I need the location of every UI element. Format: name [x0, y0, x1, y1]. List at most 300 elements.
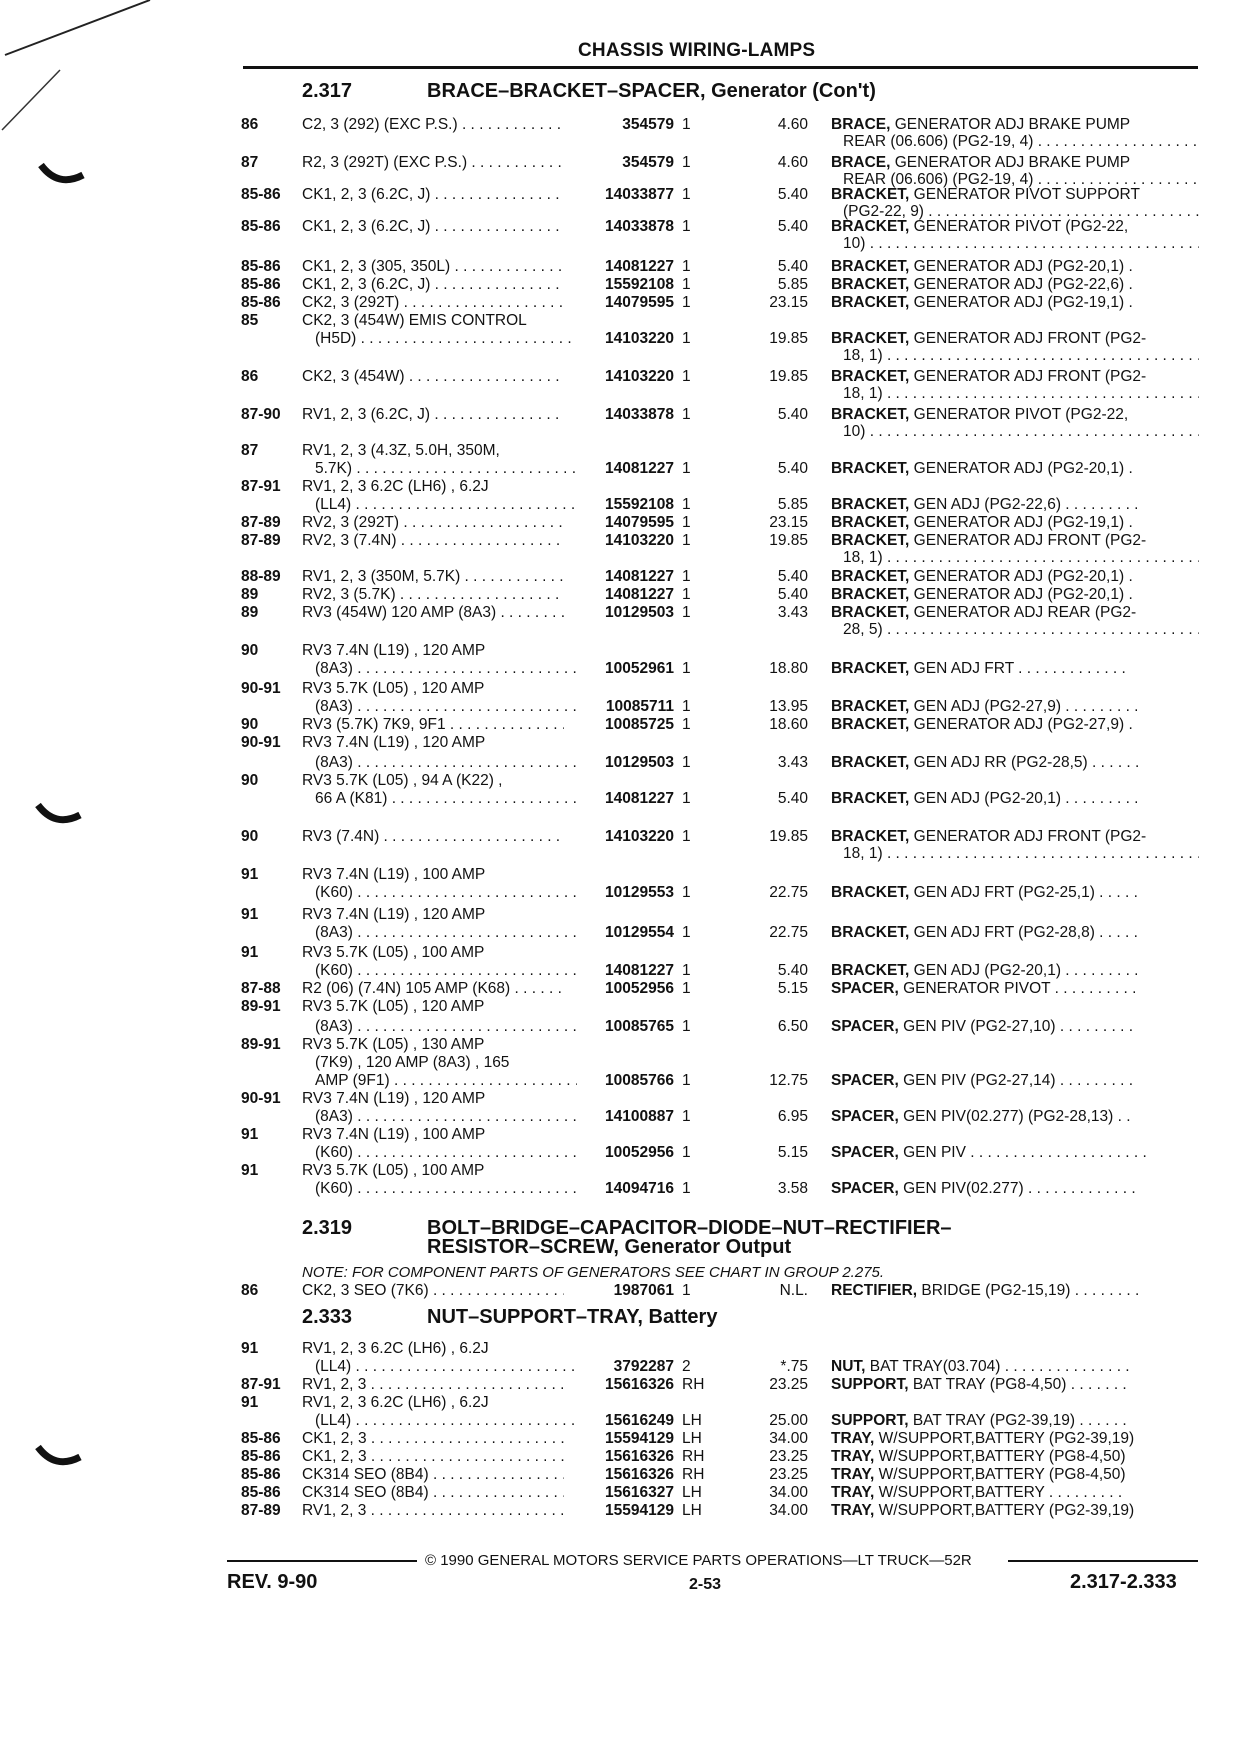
item-name: BRACKET,	[831, 258, 910, 275]
model-year: 91	[241, 866, 259, 883]
part-number: 14033878	[605, 218, 674, 235]
item-name: TRAY,	[831, 1448, 875, 1465]
item-description	[831, 1072, 1199, 1089]
price: 19.85	[769, 330, 808, 347]
quantity: 2	[682, 1358, 691, 1375]
item-name: BRACKET,	[831, 828, 910, 845]
price: 19.85	[769, 368, 808, 385]
item-name: BRACKET,	[831, 460, 910, 477]
model-year: 85-86	[241, 1466, 281, 1483]
application-description: CK2, 3 SEO (7K6) . . .	[302, 1282, 564, 1299]
quantity: 1	[682, 790, 691, 807]
application-description: RV3 7.4N (L19) , 120 AMP	[302, 642, 486, 659]
application-description: R2, 3 (292T) (EXC P.S.) . . .	[302, 154, 564, 171]
item-name: BRACKET,	[831, 276, 910, 293]
item-name: BRACKET,	[831, 568, 910, 585]
application-description: CK314 SEO (8B4) . . .	[302, 1466, 564, 1483]
price: 5.40	[777, 790, 808, 807]
model-year: 85-86	[241, 186, 281, 203]
model-year: 91	[241, 1126, 259, 1143]
item-description	[831, 532, 1199, 549]
part-number: 14033877	[605, 186, 674, 203]
item-name: BRACE,	[831, 116, 891, 133]
item-detail: GENERATOR ADJ (PG2-22,6) .	[909, 276, 1133, 293]
item-name: SPACER,	[831, 1018, 899, 1035]
model-year: 89-91	[241, 998, 281, 1015]
item-detail: GENERATOR ADJ (PG2-27,9) .	[909, 716, 1133, 733]
item-description	[831, 1358, 1199, 1375]
application-description: RV3 5.7K (L05) , 100 AMP	[302, 944, 485, 961]
section-number: 2.333	[302, 1306, 353, 1328]
item-description	[831, 1376, 1199, 1393]
part-number: 10052961	[605, 660, 674, 677]
price: 5.85	[777, 276, 808, 293]
model-year: 86	[241, 368, 259, 385]
application-description: CK314 SEO (8B4) . . .	[302, 1484, 564, 1501]
part-number: 10052956	[605, 980, 674, 997]
item-name: BRACKET,	[831, 496, 910, 513]
item-description	[831, 186, 1199, 203]
item-detail: GENERATOR PIVOT (PG2-22,	[909, 218, 1129, 235]
part-number: 14081227	[605, 790, 674, 807]
part-number: 15592108	[605, 276, 674, 293]
section-number: 2.317	[302, 80, 353, 102]
item-name: BRACKET,	[831, 186, 910, 203]
footer-rule-left	[227, 1560, 417, 1562]
part-number: 14103220	[605, 330, 674, 347]
model-year: 89	[241, 586, 259, 603]
application-description: RV1, 2, 3 (6.2C, J) . . .	[302, 406, 564, 423]
price: 18.60	[769, 716, 808, 733]
application-description-cont: (8A3) . . .	[315, 924, 577, 941]
quantity: 1	[682, 1108, 691, 1125]
price: 5.15	[777, 1144, 808, 1161]
item-description	[831, 754, 1199, 771]
model-year: 87-91	[241, 1376, 281, 1393]
model-year: 89-91	[241, 1036, 281, 1053]
quantity: 1	[682, 406, 691, 423]
item-name: BRACKET,	[831, 884, 910, 901]
model-year: 85-86	[241, 1448, 281, 1465]
application-description: RV3 7.4N (L19) , 100 AMP	[302, 1126, 486, 1143]
quantity: RH	[682, 1466, 705, 1483]
price: 23.25	[769, 1466, 808, 1483]
quantity: 1	[682, 1144, 691, 1161]
item-name: BRACKET,	[831, 294, 910, 311]
quantity: 1	[682, 698, 691, 715]
item-detail: GENERATOR ADJ (PG2-20,1) .	[909, 258, 1133, 275]
item-description	[831, 1180, 1199, 1197]
item-description	[831, 496, 1199, 513]
quantity: 1	[682, 532, 691, 549]
part-number: 14079595	[605, 514, 674, 531]
application-description-cont: (8A3) . . .	[315, 698, 577, 715]
model-year: 91	[241, 1162, 259, 1179]
application-description: RV3 7.4N (L19) , 120 AMP	[302, 906, 486, 923]
application-description: RV3 5.7K (L05) , 120 AMP	[302, 998, 485, 1015]
part-number: 14081227	[605, 460, 674, 477]
quantity: LH	[682, 1412, 702, 1429]
price: 5.40	[777, 218, 808, 235]
application-description: RV3 7.4N (L19) , 100 AMP	[302, 866, 486, 883]
item-description	[831, 460, 1199, 477]
application-description: RV1, 2, 3 6.2C (LH6) , 6.2J	[302, 478, 489, 495]
item-name: TRAY,	[831, 1484, 875, 1501]
item-description	[831, 586, 1199, 603]
price: 3.58	[777, 1180, 808, 1197]
item-detail: BRIDGE (PG2-15,19) . . . . . . . .	[917, 1282, 1140, 1299]
price: N.L.	[779, 1282, 808, 1299]
part-number: 354579	[622, 116, 674, 133]
part-number: 14081227	[605, 586, 674, 603]
quantity: 1	[682, 1072, 691, 1089]
price: 6.50	[777, 1018, 808, 1035]
item-detail: GEN ADJ FRT . . . . . . . . . . . . .	[909, 660, 1126, 677]
part-number: 10085711	[605, 698, 674, 715]
application-description: RV1, 2, 3 (4.3Z, 5.0H, 350M,	[302, 442, 500, 459]
item-description	[831, 1430, 1199, 1447]
quantity: 1	[682, 660, 691, 677]
item-description-cont: REAR (06.606) (PG2-19, 4) . . .	[843, 171, 1199, 188]
application-description-cont: AMP (9F1) . . .	[315, 1072, 577, 1089]
model-year: 85-86	[241, 1430, 281, 1447]
price: 19.85	[769, 532, 808, 549]
item-description	[831, 294, 1199, 311]
item-description	[831, 660, 1199, 677]
item-description-cont: 10) . . .	[843, 235, 1199, 252]
application-description: CK2, 3 (454W) . . .	[302, 368, 564, 385]
quantity: 1	[682, 924, 691, 941]
item-name: BRACKET,	[831, 698, 910, 715]
price: 13.95	[769, 698, 808, 715]
price: 3.43	[777, 604, 808, 621]
application-description: CK1, 2, 3 (6.2C, J) . . .	[302, 276, 564, 293]
price: 4.60	[777, 154, 808, 171]
application-description: RV3 5.7K (L05) , 130 AMP	[302, 1036, 485, 1053]
price: 3.43	[777, 754, 808, 771]
item-description	[831, 514, 1199, 531]
revision-label: REV. 9-90	[227, 1571, 318, 1593]
price: 23.25	[769, 1376, 808, 1393]
application-description: CK1, 2, 3 . . .	[302, 1448, 564, 1465]
section-note: NOTE: FOR COMPONENT PARTS OF GENERATORS SEE CHART IN GROUP 2.275.	[302, 1264, 885, 1281]
application-description: RV3 7.4N (L19) , 120 AMP	[302, 734, 486, 751]
item-description	[831, 154, 1199, 171]
model-year: 88-89	[241, 568, 281, 585]
model-year: 85-86	[241, 218, 281, 235]
item-name: SPACER,	[831, 1108, 899, 1125]
item-name: SPACER,	[831, 1072, 899, 1089]
application-description-cont: 66 A (K81) . . .	[315, 790, 577, 807]
application-description: RV3 (5.7K) 7K9, 9F1 . . .	[302, 716, 564, 733]
application-description: RV1, 2, 3 6.2C (LH6) , 6.2J	[302, 1394, 489, 1411]
item-name: BRACKET,	[831, 406, 910, 423]
price: 4.60	[777, 116, 808, 133]
item-name: SPACER,	[831, 980, 899, 997]
price: 19.85	[769, 828, 808, 845]
part-number: 14094716	[605, 1180, 674, 1197]
item-name: TRAY,	[831, 1430, 875, 1447]
price: 18.80	[769, 660, 808, 677]
quantity: LH	[682, 1430, 702, 1447]
application-description: CK1, 2, 3 (305, 350L) . . .	[302, 258, 564, 275]
part-number: 10129503	[605, 754, 674, 771]
application-description: RV3 (7.4N) . . .	[302, 828, 564, 845]
item-detail: W/SUPPORT,BATTERY (PG8-4,50)	[874, 1466, 1126, 1483]
item-description	[831, 698, 1199, 715]
item-detail: W/SUPPORT,BATTERY . . . . . . . . .	[874, 1484, 1123, 1501]
part-number: 14079595	[605, 294, 674, 311]
binder-hole-mark-1	[38, 160, 88, 190]
part-number: 14081227	[605, 258, 674, 275]
binder-hole-mark-3	[35, 1442, 85, 1472]
item-name: BRACKET,	[831, 660, 910, 677]
part-number: 10129553	[605, 884, 674, 901]
application-description-cont: (8A3) . . .	[315, 660, 577, 677]
application-description: RV1, 2, 3 . . .	[302, 1376, 564, 1393]
model-year: 87-89	[241, 532, 281, 549]
application-description: RV1, 2, 3 . . .	[302, 1502, 564, 1519]
model-year: 90-91	[241, 680, 281, 697]
part-number: 14103220	[605, 828, 674, 845]
part-number: 15594129	[605, 1502, 674, 1519]
price: 23.25	[769, 1448, 808, 1465]
part-number: 10085765	[605, 1018, 674, 1035]
part-number: 14100887	[605, 1108, 674, 1125]
part-number: 15616326	[605, 1466, 674, 1483]
quantity: LH	[682, 1502, 702, 1519]
item-name: BRACKET,	[831, 790, 910, 807]
binder-hole-mark-2	[35, 800, 85, 830]
item-detail: GEN ADJ (PG2-20,1) . . . . . . . . .	[909, 790, 1139, 807]
item-description	[831, 716, 1199, 733]
application-description: RV1, 2, 3 (350M, 5.7K) . . .	[302, 568, 564, 585]
item-description	[831, 828, 1199, 845]
part-number: 15616327	[605, 1484, 674, 1501]
item-name: BRACKET,	[831, 924, 910, 941]
part-number: 15616326	[605, 1448, 674, 1465]
part-number: 14081227	[605, 962, 674, 979]
model-year: 87	[241, 442, 259, 459]
part-number: 10129554	[605, 924, 674, 941]
price: 12.75	[769, 1072, 808, 1089]
application-description-cont: (K60) . . .	[315, 1180, 577, 1197]
item-description	[831, 368, 1199, 385]
model-year: 87-91	[241, 478, 281, 495]
header-rule	[243, 66, 1198, 69]
section-heading-2333	[302, 1306, 717, 1329]
item-description	[831, 962, 1199, 979]
price: 5.40	[777, 406, 808, 423]
item-description-cont: 18, 1) . . .	[843, 845, 1199, 862]
quantity: 1	[682, 514, 691, 531]
application-description: RV2, 3 (292T) . . .	[302, 514, 564, 531]
price: 23.15	[769, 514, 808, 531]
item-name: BRACKET,	[831, 586, 910, 603]
application-description-cont: (8A3) . . .	[315, 754, 577, 771]
item-name: BRACKET,	[831, 218, 910, 235]
application-description: RV3 5.7K (L05) , 120 AMP	[302, 680, 485, 697]
quantity: 1	[682, 754, 691, 771]
part-number: 15594129	[605, 1430, 674, 1447]
item-name: TRAY,	[831, 1502, 875, 1519]
item-name: SUPPORT,	[831, 1376, 909, 1393]
item-detail: GENERATOR ADJ BRAKE PUMP	[890, 154, 1131, 171]
quantity: 1	[682, 368, 691, 385]
item-detail: GENERATOR ADJ BRAKE PUMP	[890, 116, 1131, 133]
item-detail: BAT TRAY(03.704) . . . . . . . . . . . . . . .	[865, 1358, 1130, 1375]
model-year: 91	[241, 1340, 259, 1357]
item-description-cont: 18, 1) . . .	[843, 347, 1199, 364]
item-description	[831, 1282, 1199, 1299]
model-year: 87-90	[241, 406, 281, 423]
price: 5.85	[777, 496, 808, 513]
model-year: 90	[241, 772, 259, 789]
part-number: 14033878	[605, 406, 674, 423]
pen-stroke-mark	[0, 0, 160, 140]
item-description	[831, 1108, 1199, 1125]
model-year: 90-91	[241, 1090, 281, 1107]
application-description-cont: (LL4) . . .	[315, 1412, 577, 1429]
price: 5.40	[777, 962, 808, 979]
item-description	[831, 116, 1199, 133]
application-description-cont: (H5D) . . .	[315, 330, 577, 347]
model-year: 90	[241, 828, 259, 845]
item-description	[831, 1448, 1199, 1465]
application-description: RV3 5.7K (L05) , 94 A (K22) ,	[302, 772, 503, 789]
model-year: 85-86	[241, 258, 281, 275]
item-detail: GENERATOR ADJ (PG2-19,1) .	[909, 294, 1133, 311]
model-year: 86	[241, 1282, 259, 1299]
application-description-cont: (8A3) . . .	[315, 1018, 577, 1035]
page-number: 2-53	[689, 1576, 722, 1593]
model-year: 85-86	[241, 294, 281, 311]
quantity: 1	[682, 980, 691, 997]
item-description-cont: 18, 1) . . .	[843, 385, 1199, 402]
item-detail: GEN ADJ FRT (PG2-25,1) . . . . .	[909, 884, 1138, 901]
application-description-cont: (LL4) . . .	[315, 496, 577, 513]
item-name: BRACKET,	[831, 368, 910, 385]
item-name: SPACER,	[831, 1144, 899, 1161]
item-description	[831, 1412, 1199, 1429]
application-description: RV1, 2, 3 6.2C (LH6) , 6.2J	[302, 1340, 489, 1357]
item-description	[831, 406, 1199, 423]
item-detail: GENERATOR ADJ (PG2-20,1) .	[909, 568, 1133, 585]
quantity: 1	[682, 884, 691, 901]
item-description-cont: (PG2-22, 9) . . .	[843, 203, 1199, 220]
item-detail: GEN ADJ (PG2-27,9) . . . . . . . . .	[909, 698, 1139, 715]
item-detail: GEN PIV(02.277) (PG2-28,13) . .	[898, 1108, 1131, 1125]
item-detail: GEN PIV (PG2-27,14) . . . . . . . . .	[898, 1072, 1134, 1089]
item-detail: W/SUPPORT,BATTERY (PG2-39,19)	[874, 1502, 1135, 1519]
section-title-line2: RESISTOR–SCREW, Generator Output	[427, 1236, 792, 1258]
application-description-cont: (K60) . . .	[315, 884, 577, 901]
item-description	[831, 330, 1199, 347]
quantity: 1	[682, 1282, 691, 1299]
price: 34.00	[769, 1502, 808, 1519]
price: 34.00	[769, 1430, 808, 1447]
price: 34.00	[769, 1484, 808, 1501]
price: 5.40	[777, 568, 808, 585]
application-description-cont: (K60) . . .	[315, 1144, 577, 1161]
item-description	[831, 924, 1199, 941]
item-detail: GENERATOR PIVOT . . . . . . . . . .	[898, 980, 1137, 997]
item-name: BRACKET,	[831, 532, 910, 549]
part-number: 10052956	[605, 1144, 674, 1161]
application-description: CK2, 3 (454W) EMIS CONTROL	[302, 312, 527, 329]
section-title: NUT–SUPPORT–TRAY, Battery	[427, 1306, 718, 1328]
part-number: 15592108	[605, 496, 674, 513]
item-detail: BAT TRAY (PG8-4,50) . . . . . . .	[908, 1376, 1127, 1393]
item-detail: GEN PIV(02.277) . . . . . . . . . . . . .	[898, 1180, 1136, 1197]
price: 22.75	[769, 924, 808, 941]
model-year: 90	[241, 716, 259, 733]
quantity: 1	[682, 586, 691, 603]
application-description-cont: (7K9) , 120 AMP (8A3) , 165	[315, 1054, 510, 1071]
application-description: RV2, 3 (5.7K) . . .	[302, 586, 564, 603]
quantity: 1	[682, 330, 691, 347]
model-year: 91	[241, 906, 259, 923]
application-description: CK1, 2, 3 (6.2C, J) . . .	[302, 186, 564, 203]
quantity: 1	[682, 604, 691, 621]
section-title: BRACE–BRACKET–SPACER, Generator (Con't)	[427, 80, 876, 102]
item-description-cont: 28, 5) . . .	[843, 621, 1199, 638]
item-detail: GENERATOR ADJ (PG2-20,1) .	[909, 586, 1133, 603]
item-detail: GENERATOR ADJ REAR (PG2-	[909, 604, 1137, 621]
application-description-cont: (8A3) . . .	[315, 1108, 577, 1125]
application-description: CK1, 2, 3 . . .	[302, 1430, 564, 1447]
item-detail: BAT TRAY (PG2-39,19) . . . . . .	[908, 1412, 1127, 1429]
price: 5.40	[777, 258, 808, 275]
item-description	[831, 884, 1199, 901]
item-name: SUPPORT,	[831, 1412, 909, 1429]
item-name: NUT,	[831, 1358, 866, 1375]
part-number: 14103220	[605, 532, 674, 549]
application-description: CK1, 2, 3 (6.2C, J) . . .	[302, 218, 564, 235]
section-title: BOLT–BRIDGE–CAPACITOR–DIODE–NUT–RECTIFIER–	[427, 1217, 952, 1239]
quantity: 1	[682, 1180, 691, 1197]
part-number: 14081227	[605, 568, 674, 585]
item-description	[831, 258, 1199, 275]
model-year: 87-89	[241, 1502, 281, 1519]
item-detail: GENERATOR ADJ (PG2-20,1) .	[909, 460, 1133, 477]
part-number: 10085725	[605, 716, 674, 733]
footer-copyright: © 1990 GENERAL MOTORS SERVICE PARTS OPERATIONS—LT TRUCK—52R	[425, 1552, 972, 1569]
model-year: 87-89	[241, 514, 281, 531]
item-description	[831, 1484, 1199, 1501]
item-detail: GEN ADJ FRT (PG2-28,8) . . . . .	[909, 924, 1138, 941]
part-number: 15616249	[605, 1412, 674, 1429]
quantity: 1	[682, 116, 691, 133]
item-description	[831, 568, 1199, 585]
price: *.75	[780, 1358, 808, 1375]
part-number: 3792287	[613, 1358, 674, 1375]
model-year: 89	[241, 604, 259, 621]
model-year: 90-91	[241, 734, 281, 751]
application-description: CK2, 3 (292T) . . .	[302, 294, 564, 311]
part-number: 15616326	[605, 1376, 674, 1393]
item-description-cont: 10) . . .	[843, 423, 1199, 440]
item-detail: GENERATOR PIVOT (PG2-22,	[909, 406, 1129, 423]
quantity: RH	[682, 1448, 705, 1465]
quantity: 1	[682, 496, 691, 513]
model-year: 85	[241, 312, 259, 329]
model-year: 85-86	[241, 1484, 281, 1501]
item-description	[831, 1018, 1199, 1035]
item-name: BRACKET,	[831, 514, 910, 531]
quantity: 1	[682, 568, 691, 585]
part-number: 354579	[622, 154, 674, 171]
